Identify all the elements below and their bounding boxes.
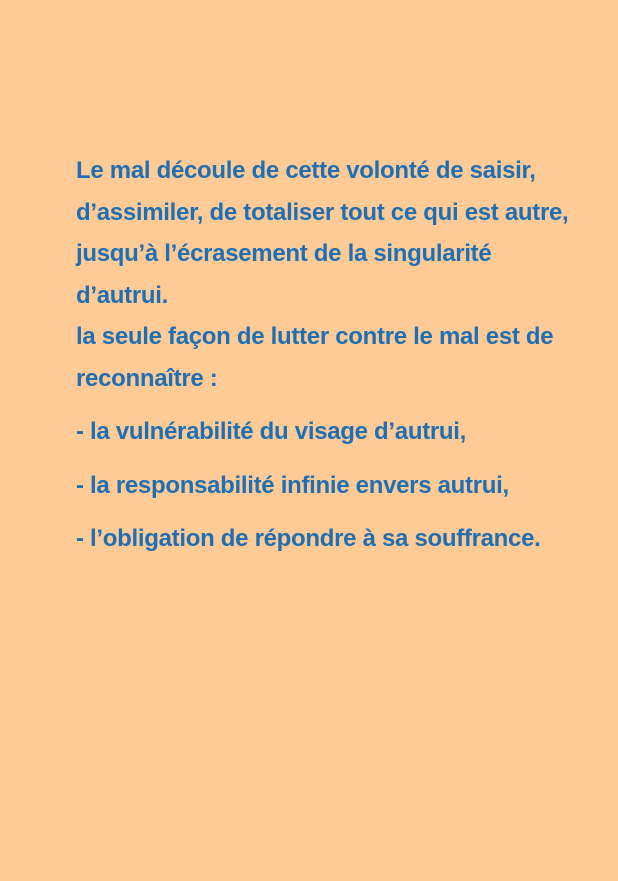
list-item: - l’obligation de répondre à sa souffrance. <box>76 525 541 552</box>
recognition-list <box>76 411 576 560</box>
document-body <box>76 150 576 560</box>
list-item: - la vulnérabilité du visage d’autrui, <box>76 418 467 445</box>
paragraph-evil-origin: Le mal découle de cette volonté de saisir, d’assimiler, de totaliser tout ce qui est autre, jusqu’à l’écrasement de la singularité d’autrui. <box>76 157 569 309</box>
paragraph-fight-evil: la seule façon de lutter contre le mal est de reconnaître : <box>76 323 554 392</box>
list-item: - la responsabilité infinie envers autrui, <box>76 471 509 499</box>
